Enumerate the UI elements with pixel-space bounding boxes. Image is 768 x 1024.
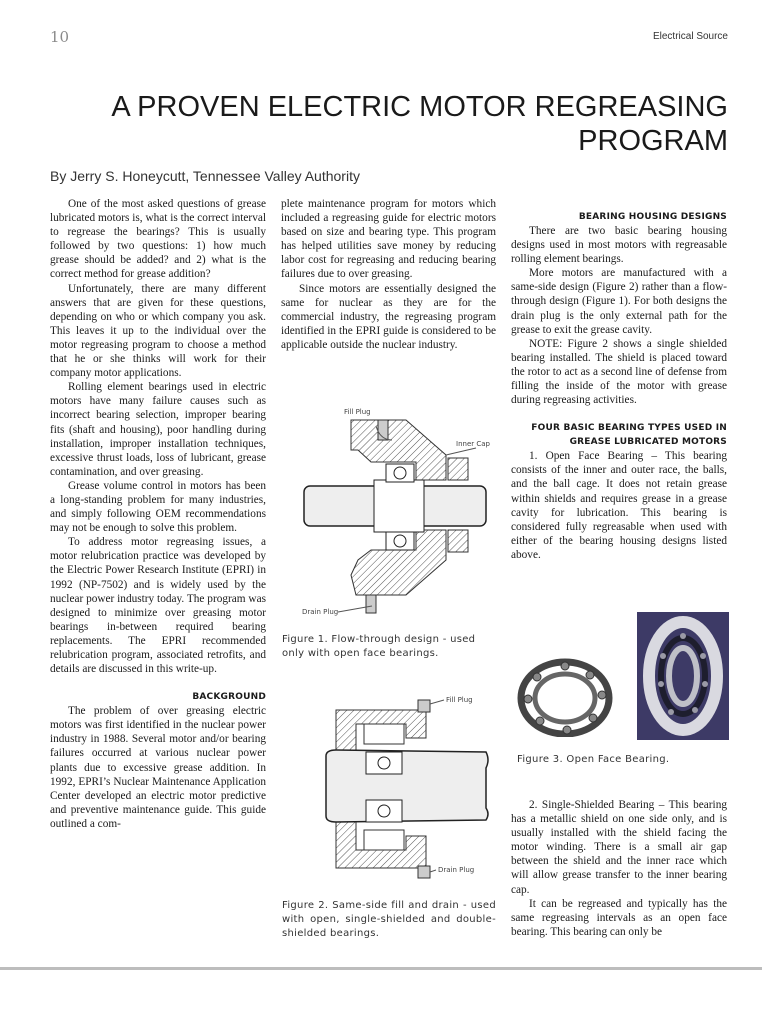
- paragraph: To address motor regreasing issues, a motor relubrication practice was developed by the Electric Power Research Institute (EPRI) in 1992 (NP-7502) and is widely used by the nuclear power industry today. The program was designed to minimize over greasing motor bearings in-between required bearing replacements. The EPRI recommended relubrication program, associated retrofits, and details are discussed in this write-up.: [50, 536, 266, 676]
- figure-2-same-side-diagram: [296, 690, 496, 890]
- figure-2-label-drain-plug: Drain Plug: [438, 866, 475, 874]
- paragraph: The problem of over greasing electric motors was first identified in the nuclear power industry in 1988. Several motor and/or bearing failures occurred at various nuclear power plants due to excessive grease addition. In 1992, EPRI’s Nuclear Maintenance Application Center developed an electric motor predictive and preventive maintenance guide. This guide outlined a com-: [50, 705, 266, 830]
- column-1: [50, 197, 266, 831]
- column-2: [281, 197, 496, 352]
- paragraph: It can be regreased and typically has the same regreasing intervals as an open face bearing. This bearing can only be: [511, 897, 727, 938]
- figure-2-label-fill-plug: Fill Plug: [446, 696, 473, 704]
- byline: By Jerry S. Honeycutt, Tennessee Valley Authority: [50, 168, 360, 184]
- paragraph: Unfortunately, there are many different answers that are given for these questions, depending on who or which company you ask. This leaves it up to the individual over the motor regreasing program to choose a method that he or she thinks will work for their company motor applications.: [50, 282, 266, 380]
- paragraph: There are two basic bearing housing designs used in most motors with regreasable rolling element bearings.: [511, 225, 727, 266]
- paragraph: 1. Open Face Bearing – This bearing consists of the inner and outer race, the balls, and the ball cage. It does not retain grease within shields and requires grease in a grease cavity for lubrication. This bearing is considered fully regreasable when used with either of the bearing housing designs listed above.: [511, 450, 727, 561]
- paragraph: 2. Single-Shielded Bearing – This bearing has a metallic shield on one side only, and is usually installed with the shield facing the motor winding. There is a small air gap between the shield and the inner race which will allow grease transfer to the inner bearing cap.: [511, 799, 727, 896]
- paragraph: More motors are manufactured with a same-side design (Figure 2) rather than a flow-through design (Figure 1). For both designs the drain plug is the only external path for the grease to exit the grease cavity.: [511, 267, 727, 336]
- figure-1-caption: Figure 1. Flow-through design - used only with open face bearings.: [282, 634, 476, 659]
- section-heading-housing: BEARING HOUSING DESIGNS: [578, 212, 727, 222]
- article-title: A PROVEN ELECTRIC MOTOR REGREASING PROGRAM: [111, 91, 728, 157]
- figure-3-bearing-photo-1: [515, 655, 627, 737]
- figure-2-caption: Figure 2. Same-side fill and drain - used with open, single-shielded and double-shielded bearings.: [282, 900, 496, 939]
- paragraph: Since motors are essentially designed the same for nuclear as they are for the commercial industry, the regreasing program identified in the EPRI guide is considered to be applicable outside the nuclear industry.: [281, 282, 496, 351]
- paragraph: Rolling element bearings used in electric motors have many failure causes such as incorrect bearing selection, improper bearing fits (shaft and housing), poor handling during installation, improper installation techniques, excessive thrust loads, loss of lubricant, grease contamination, and over greasing.: [50, 381, 266, 478]
- figure-1-label-inner-cap: Inner Cap: [456, 440, 490, 448]
- running-head: Electrical Source: [652, 31, 728, 42]
- figure-1-label-fill-plug: Fill Plug: [344, 408, 371, 416]
- column-3-continued: [511, 798, 727, 939]
- column-3: [511, 210, 727, 562]
- section-heading-types-line-2: GREASE LUBRICATED MOTORS: [569, 437, 727, 448]
- figure-1-flow-through-diagram: [296, 400, 496, 622]
- paragraph: Grease volume control in motors has been a long-standing problem for many industries, and simply following OEM recommendations may not be enough to solve this problem.: [50, 479, 266, 535]
- page-number: 10: [50, 28, 70, 46]
- section-heading-types-line-1: FOUR BASIC BEARING TYPES USED IN: [531, 423, 727, 434]
- footer-rule: [0, 967, 762, 970]
- section-heading-background: BACKGROUND: [192, 692, 266, 703]
- figure-3-caption: Figure 3. Open Face Bearing.: [517, 754, 670, 765]
- paragraph: NOTE: Figure 2 shows a single shielded bearing installed. The shield is placed toward the rotor to act as a second line of defense from filling the inside of the motor with grease during regreasing activities.: [511, 337, 727, 407]
- paragraph: One of the most asked questions of grease lubricated motors is, what is the correct interval to regrease the bearings? This is usually followed by two questions: 1) how much grease should be added? and 2) what is the correct method for grease addition?: [50, 198, 266, 281]
- figure-3-bearing-photo-2: [637, 612, 729, 740]
- paragraph: plete maintenance program for motors which included a regreasing guide for electric motors based on size and bearing type. This program has helped utilities save money by reducing labor cost for regreasing and reducing bearing failures due to over greasing.: [281, 198, 496, 281]
- figure-1-label-drain-plug: Drain Plug: [302, 608, 339, 616]
